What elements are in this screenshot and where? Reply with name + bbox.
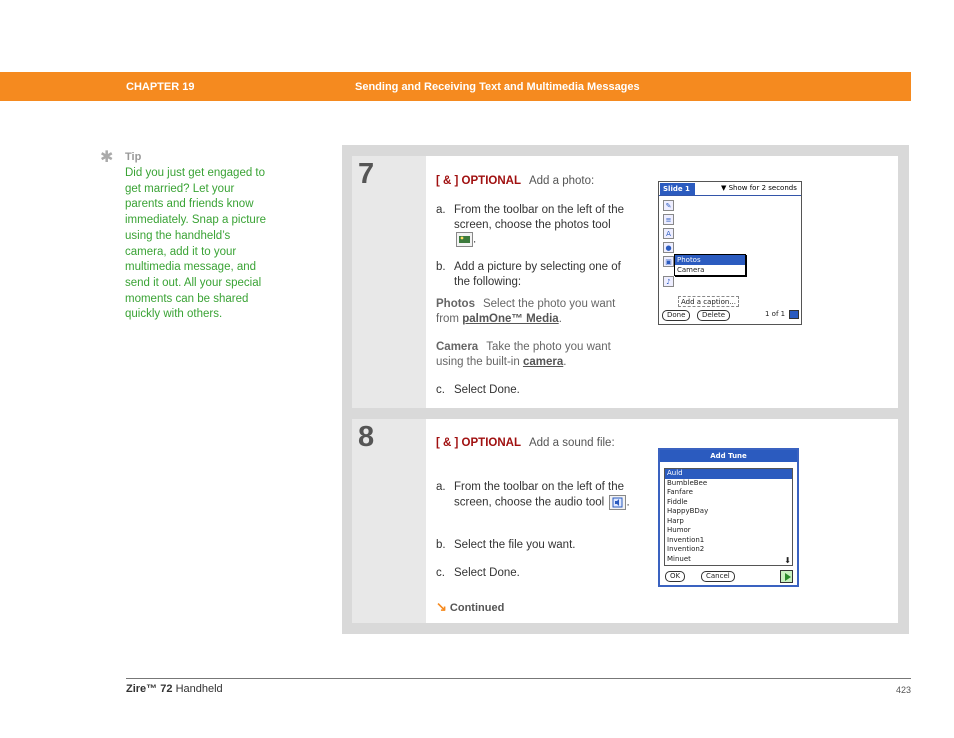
caption-field: Add a caption... (678, 296, 739, 307)
optional-tag: [ & ] OPTIONAL (436, 437, 521, 449)
menu-item-camera: Camera (677, 266, 705, 274)
option-photos: Photos Select the photo you want from palmOne™ Media. (436, 298, 616, 325)
slide-editor-screenshot (658, 181, 802, 325)
list-text: Add a picture by selecting one of the following: (454, 261, 621, 288)
list-item (436, 383, 632, 398)
cancel-button: Cancel (701, 571, 735, 582)
list-text: Select Done. (454, 384, 520, 396)
list-marker: a. (436, 481, 446, 493)
add-tune-screenshot (658, 448, 799, 587)
list-item: Harp (667, 516, 684, 525)
list-text: From the toolbar on the left of the screen, choose the audio tool (454, 481, 625, 509)
audio-tool-icon (609, 495, 626, 510)
scroll-down-icon: ⬇ (784, 556, 791, 565)
step-number-column (352, 419, 426, 623)
delete-button: Delete (697, 310, 730, 321)
optional-line (436, 436, 626, 451)
continued-arrow-icon: ↘ (436, 599, 447, 614)
chapter-header-bar (0, 72, 911, 101)
list-marker: c. (436, 384, 445, 396)
footer-product (126, 683, 223, 695)
ok-button: OK (665, 571, 685, 582)
list-marker: b. (436, 539, 446, 551)
list-item: Invention2 (667, 545, 705, 553)
chapter-title: Sending and Receiving Text and Multimedia Messages (355, 81, 640, 93)
slide-nav-icon (789, 310, 799, 319)
list-item: a. From the toolbar on the left of the screen, choose the photos tool . (436, 204, 625, 246)
photo-source-menu (674, 254, 746, 276)
product-suffix: Handheld (175, 683, 223, 695)
list-marker: c. (436, 567, 445, 579)
product-prefix: Zire™ (126, 683, 158, 695)
pencil-icon: ✎ (663, 200, 674, 211)
step-number: 7 (358, 158, 375, 190)
list-item: a. From the toolbar on the left of the screen, choose the audio tool . (436, 481, 630, 509)
list-item: Humor (667, 526, 691, 534)
show-duration: ▼ Show for 2 seconds (721, 184, 797, 192)
speaker-icon: ♪ (663, 276, 674, 287)
optional-tag: [ & ] OPTIONAL (436, 175, 521, 187)
dialog-title: Add Tune (660, 450, 797, 462)
step-number: 8 (358, 421, 375, 453)
option-heading: Photos (436, 298, 475, 310)
play-icon (780, 570, 793, 583)
list-item (436, 260, 632, 289)
tip-label: Tip (125, 151, 142, 163)
step-intro: Add a photo: (528, 175, 595, 187)
page-number: 423 (895, 685, 911, 695)
product-model: 72 (160, 683, 173, 695)
toolbar (663, 200, 675, 290)
option-text: Take the photo you want using the built-in (436, 341, 611, 368)
letter-a-icon: A (663, 228, 674, 239)
list-text: Select Done. (454, 567, 520, 579)
steps-container (342, 145, 909, 634)
slide-tab: Slide 1 (660, 183, 695, 195)
list-marker: b. (436, 261, 446, 273)
list-item: Minuet (667, 554, 691, 563)
list-item: Fiddle (667, 497, 688, 506)
list-text: Select the file you want. (454, 539, 576, 551)
tip-text: Did you just get engaged to get married? Let your parents and friends know immediately. Snap a picture using the handheld’s camera, add it to your multimedia message, and send it out. All your special moments can be shared quickly with others. (125, 167, 267, 321)
list-item (436, 538, 632, 553)
option-camera: Camera Take the photo you want using the built-in camera. (436, 341, 611, 368)
tune-list (664, 468, 793, 566)
palmone-media-link[interactable]: palmOne™ Media (462, 312, 559, 325)
footer-divider (126, 678, 911, 679)
photo-tool-icon (456, 232, 473, 247)
step-8 (352, 419, 898, 623)
list-item: Fanfare (667, 488, 693, 496)
step-number-column (352, 156, 426, 408)
asterisk-icon: ✱ (100, 149, 114, 166)
option-text: Select the photo you want from (436, 298, 616, 325)
done-button: Done (662, 310, 690, 321)
palette-icon: ● (663, 242, 674, 253)
step-intro: Add a sound file: (528, 437, 615, 449)
list-item: BumbleBee (667, 478, 708, 487)
menu-item-photos: Photos (675, 255, 745, 265)
list-item (436, 566, 632, 581)
list-item: HappyBDay (667, 507, 709, 515)
optional-line (436, 174, 594, 189)
step-7 (352, 156, 898, 408)
list-marker: a. (436, 204, 446, 216)
list-item: Invention1 (667, 535, 705, 544)
page-indicator: 1 of 1 (765, 310, 786, 318)
continued-label: Continued (449, 602, 505, 614)
image-icon: ▣ (663, 256, 674, 267)
chapter-label: CHAPTER 19 (126, 81, 195, 93)
text-list-icon: ≡ (663, 214, 674, 225)
continued-link[interactable] (436, 599, 504, 615)
camera-link[interactable]: camera (522, 355, 564, 368)
list-text: From the toolbar on the left of the screen, choose the photos tool (454, 204, 625, 231)
option-heading: Camera (436, 341, 479, 353)
list-item: Auld (665, 469, 792, 479)
